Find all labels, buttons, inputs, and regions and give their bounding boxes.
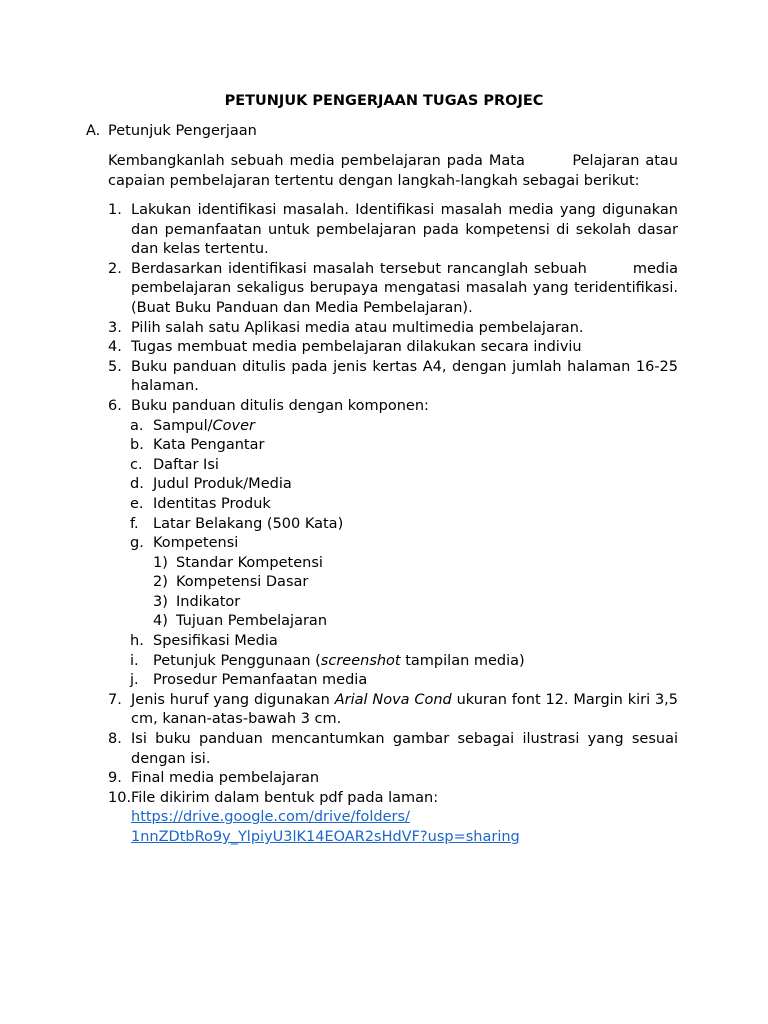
component-text: Kompetensi: [153, 535, 239, 552]
item-number: 4.: [108, 339, 122, 356]
item-number: 9.: [108, 770, 122, 787]
component-letter: h.: [130, 633, 144, 650]
item-italic: Arial Nova Cond: [334, 691, 452, 708]
component-letter: e.: [130, 495, 144, 512]
component-letter: c.: [130, 456, 143, 473]
component-letter: i.: [130, 652, 139, 669]
item-number: 8.: [108, 731, 122, 748]
link-line-2[interactable]: 1nnZDtbRo9y_YlpiyU3lK14EOAR2sHdVF?usp=sharing: [131, 829, 520, 845]
component-text: Petunjuk Penggunaan (: [153, 652, 321, 669]
item-text: Jenis huruf yang digunakan: [131, 691, 335, 708]
component-text: Identitas Produk: [153, 495, 271, 512]
component-text: Sampul/: [153, 417, 213, 434]
list-item: [108, 789, 678, 809]
item-number: 10.: [108, 789, 132, 806]
section-heading: [86, 122, 257, 142]
kompetensi-text: Kompetensi Dasar: [176, 574, 309, 591]
list-item: [108, 769, 678, 789]
component-item: [108, 475, 678, 495]
kompetensi-number: 3): [153, 593, 168, 610]
kompetensi-item: [108, 612, 678, 632]
item-text: File dikirim dalam bentuk pdf pada laman:: [131, 789, 439, 806]
section-marker: A.: [86, 123, 101, 139]
component-letter: g.: [130, 535, 144, 552]
component-text: Kata Pengantar: [153, 437, 265, 454]
component-letter: a.: [130, 417, 144, 434]
kompetensi-text: Standar Kompetensi: [176, 554, 323, 571]
item-text: Final media pembelajaran: [131, 770, 320, 787]
section-title: Petunjuk Pengerjaan: [108, 123, 257, 139]
item-number: 6.: [108, 397, 122, 414]
component-text: Judul Produk/Media: [153, 476, 292, 493]
kompetensi-number: 1): [153, 554, 168, 571]
kompetensi-item: [108, 593, 678, 613]
item-text: Tugas membuat media pembelajaran dilakukan secara indiviu: [131, 339, 582, 356]
kompetensi-item: [108, 573, 678, 593]
component-text: Spesifikasi Media: [153, 633, 278, 650]
component-item: [108, 515, 678, 535]
item-text: Lakukan identifikasi masalah. Identifikasi masalah media yang digunakan dan pemanfaatan untuk pembelajaran pada kompetensi di sekolah dasar dan kelas tertentu.: [131, 202, 678, 258]
list-item: [108, 201, 678, 260]
component-item: [108, 495, 678, 515]
item-text: ukuran font 12. Margin kiri 3,5 cm, kanan-atas-bawah 3 cm.: [131, 691, 679, 728]
instruction-list: [108, 201, 683, 848]
kompetensi-number: 2): [153, 574, 168, 591]
list-item: [108, 319, 678, 339]
link-container: [108, 808, 678, 847]
item-number: 5.: [108, 358, 122, 375]
intro-paragraph: Kembangkanlah sebuah media pembelajaran pada Mata Pelajaran atau capaian pembelajaran tertentu dengan langkah-langkah sebagai berikut:: [108, 153, 683, 189]
kompetensi-text: Indikator: [176, 593, 241, 610]
item-text: Buku panduan ditulis dengan komponen:: [131, 397, 429, 414]
component-item: [108, 534, 678, 554]
component-letter: d.: [130, 476, 144, 493]
list-item: [108, 260, 683, 319]
component-text: Daftar Isi: [153, 456, 219, 473]
list-item: [108, 397, 678, 417]
kompetensi-item: [108, 554, 678, 574]
list-item: [108, 691, 678, 730]
component-item: [108, 436, 678, 456]
item-text: Pilih salah satu Aplikasi media atau multimedia pembelajaran.: [131, 319, 584, 336]
list-item: [108, 338, 678, 358]
item-number: 7.: [108, 691, 122, 708]
drive-link[interactable]: [131, 809, 520, 845]
component-text: tampilan media): [400, 652, 525, 669]
component-item: [108, 456, 678, 476]
component-italic: Cover: [212, 417, 255, 434]
item-text: Buku panduan ditulis pada jenis kertas A4, dengan jumlah halaman 16-25 halaman.: [131, 358, 678, 395]
component-item: [108, 632, 678, 652]
component-italic: screenshot: [320, 652, 401, 669]
component-text: Latar Belakang (500 Kata): [153, 515, 344, 532]
component-item: [108, 652, 678, 672]
kompetensi-number: 4): [153, 613, 168, 630]
component-item: [108, 671, 678, 691]
component-letter: j.: [130, 672, 139, 689]
item-text: Berdasarkan identifikasi masalah tersebut rancanglah sebuah media pembelajaran sekaligus berupaya mengatasi masalah yang teridentifikasi. (Buat Buku Panduan dan Media Pembelajaran).: [131, 260, 683, 316]
component-text: Prosedur Pemanfaatan media: [153, 672, 368, 689]
component-letter: b.: [130, 437, 144, 454]
item-text: Isi buku panduan mencantumkan gambar sebagai ilustrasi yang sesuai dengan isi.: [131, 731, 678, 767]
list-item: [108, 358, 678, 397]
item-number: 3.: [108, 319, 122, 336]
list-item: [108, 730, 678, 769]
link-line-1[interactable]: https://drive.google.com/drive/folders/: [131, 809, 410, 826]
component-item: [108, 417, 678, 437]
item-number: 1.: [108, 202, 122, 218]
document-title: PETUNJUK PENGERJAAN TUGAS PROJEC: [224, 93, 544, 109]
item-number: 2.: [108, 260, 122, 277]
component-letter: f.: [130, 515, 139, 532]
kompetensi-text: Tujuan Pembelajaran: [176, 613, 328, 630]
